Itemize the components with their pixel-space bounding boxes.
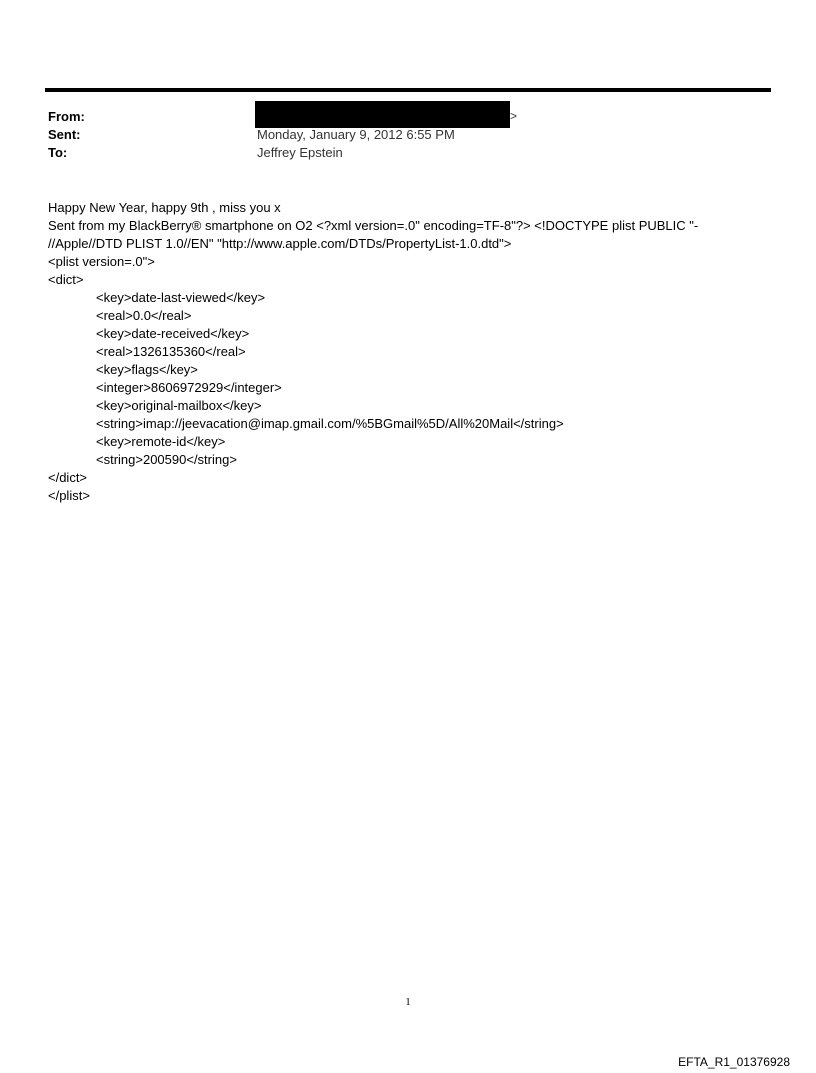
redaction-block bbox=[255, 101, 510, 128]
body-line: <real>1326135360</real> bbox=[96, 344, 246, 359]
body-line: <key>flags</key> bbox=[96, 362, 198, 377]
header-rule bbox=[45, 88, 771, 92]
body-line: <integer>8606972929</integer> bbox=[96, 380, 282, 395]
sent-value: Monday, January 9, 2012 6:55 PM bbox=[257, 127, 455, 142]
body-line: Happy New Year, happy 9th , miss you x bbox=[48, 200, 281, 215]
to-value: Jeffrey Epstein bbox=[257, 145, 343, 160]
body-line: <string>imap://jeevacation@imap.gmail.com/%5BGmail%5D/All%20Mail</string> bbox=[96, 416, 564, 431]
body-line: <plist version=.0"> bbox=[48, 254, 155, 269]
email-body bbox=[48, 199, 748, 505]
body-line: </dict> bbox=[48, 470, 88, 485]
body-line: <real>0.0</real> bbox=[96, 308, 192, 323]
document-id: EFTA_R1_01376928 bbox=[678, 1055, 790, 1069]
body-line: </plist> bbox=[48, 488, 90, 503]
body-line: <key>date-received</key> bbox=[96, 326, 250, 341]
to-label: To: bbox=[48, 145, 68, 160]
from-label: From: bbox=[48, 109, 85, 124]
body-line: //Apple//DTD PLIST 1.0//EN" "http://www.apple.com/DTDs/PropertyList-1.0.dtd"> bbox=[48, 236, 512, 251]
body-line: <string>200590</string> bbox=[96, 452, 237, 467]
body-line: <dict> bbox=[48, 272, 84, 287]
from-value-tail: > bbox=[510, 109, 518, 123]
page-number: 1 bbox=[405, 996, 411, 1008]
body-line: <key>remote-id</key> bbox=[96, 434, 226, 449]
body-line: <key>original-mailbox</key> bbox=[96, 398, 262, 413]
sent-label: Sent: bbox=[48, 127, 81, 142]
body-line: Sent from my BlackBerry® smartphone on O2 <?xml version=.0" encoding=TF-8"?> <!DOCTYPE plist PUBLIC "- bbox=[48, 218, 699, 233]
body-line: <key>date-last-viewed</key> bbox=[96, 290, 266, 305]
